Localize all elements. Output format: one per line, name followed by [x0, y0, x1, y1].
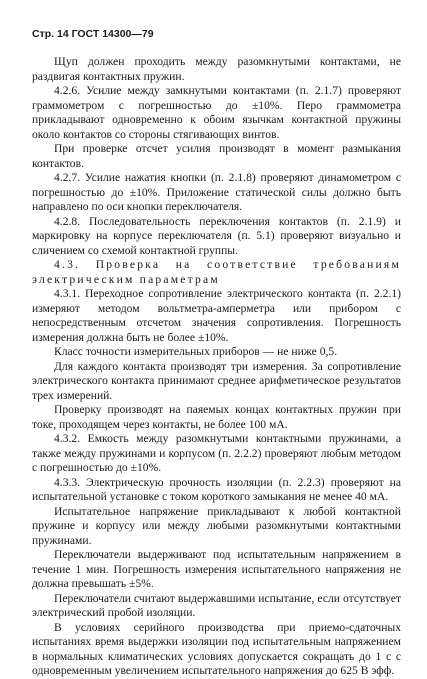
paragraph-4-3-2: 4.3.2. Емкость между разомкнутыми контактными пружинами, а также между пружинами и корпусом (п. 2.2.2) проверяют любым методом с погрешностью до ±10%.: [32, 432, 401, 474]
paragraph-4-2-6-note: При проверке отсчет усилия производят в момент размыкания контактов.: [32, 142, 401, 170]
paragraph-three-measurements: Для каждого контакта производят три измерения. За сопротивление электрического контакта принимают среднее арифметическое результатов трех измерений.: [32, 359, 401, 402]
paragraph-accuracy-class: Класс точности измерительных приборов — не ниже 0,5.: [54, 345, 338, 358]
paragraph-hold-time: Переключатели выдерживают под испытательным напряжением в течение 1 мин. Погрешность измерения испытательного напряжения не должна превышать ±5%.: [32, 548, 401, 590]
paragraph-4-2-6: 4.2.6. Усилие между замкнутыми контактами (п. 2.1.7) проверяют граммометром с погрешностью до ±10%. Перо граммометра прикладывают одновременно к обоим язычкам контактной пружины около контактов со стороны стягивающих винтов.: [32, 84, 401, 141]
page-header: Стр. 14 ГОСТ 14300—79: [32, 28, 154, 40]
paragraph-probe: Щуп должен проходить между разомкнутыми контактами, не раздвигая контактных пружин.: [32, 55, 401, 83]
paragraph-test-voltage: Испытательное напряжение прикладывают к любой контактной пружине и корпусу или между любыми разомкнутыми контактными пружинами.: [32, 504, 401, 547]
paragraph-4-3-1: 4.3.1. Переходное сопротивление электрического контакта (п. 2.2.1) измеряют методом вольтметра-амперметра или прибором с непосредственным отсчетом значения сопротивления. Погрешность измерения должна быть не более ±10%.: [32, 287, 401, 344]
paragraph-4-2-7: 4.2.7. Усилие нажатия кнопки (п. 2.1.8) проверяют динамометром с погрешностью до ±10%. Приложение статической силы должно быть направлено по оси кнопки переключателя.: [32, 171, 401, 213]
section-heading-4-3: 4.3. Проверка на соответствие требованиям электрическим параметрам: [32, 258, 401, 286]
paragraph-serial-production: В условиях серийного производства при приемо-сдаточных испытаниях время выдержки изоляции под испытательным напряжением в нормальных климатических условиях допускается сокращать до 1 с с одновременным увеличением испытательного напряжения до 625 В эфф.: [32, 620, 401, 677]
paragraph-4-2-8: 4.2.8. Последовательность переключения контактов (п. 2.1.9) и маркировку на корпусе переключателя (п. 5.1) проверяют визуально и сличением со схемой контактной группы.: [32, 214, 401, 257]
paragraph-soldered-ends: Проверку производят на паяемых концах контактных пружин при токе, проходящем через контакты, не более 100 мА.: [32, 403, 401, 431]
paragraph-pass-criterion: Переключатели считают выдержавшими испытание, если отсутствует электрический пробой изоляции.: [32, 591, 401, 619]
paragraph-4-3-3: 4.3.3. Электрическую прочность изоляции (п. 2.2.3) проверяют на испытательной установке с током короткого замыкания не менее 40 мА.: [32, 475, 401, 503]
